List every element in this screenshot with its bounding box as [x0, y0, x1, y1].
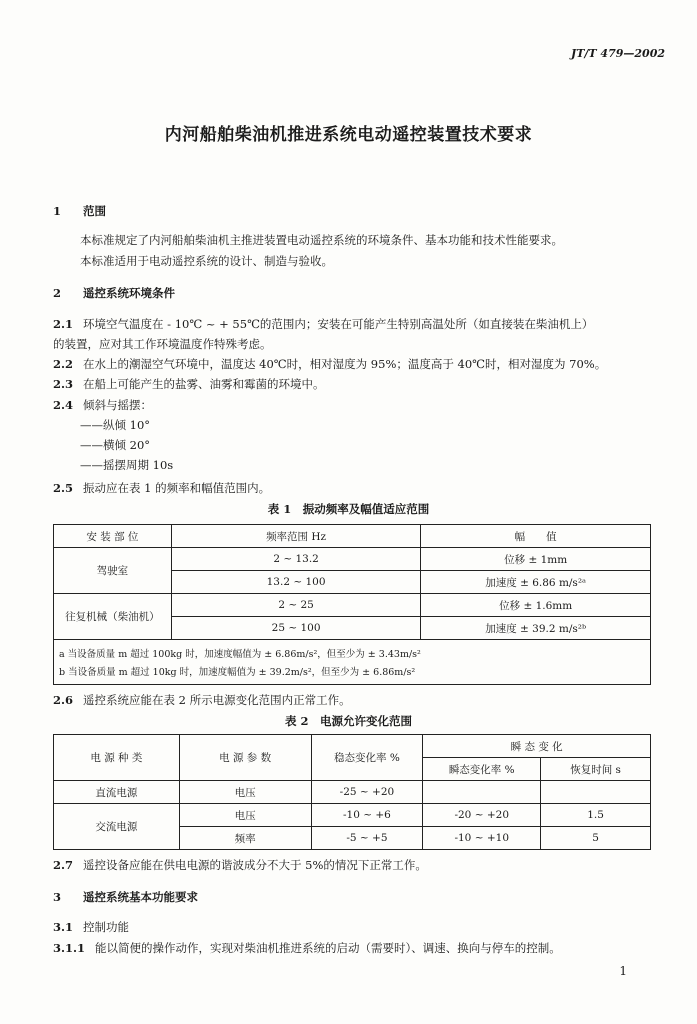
column-header: 电 源 参 数: [179, 735, 311, 781]
paragraph: 本标准规定了内河船舶柴油机主推进装置电动遥控系统的环境条件、基本功能和技术性能要求。: [80, 233, 563, 247]
clause-number: 3.1.1: [53, 941, 86, 955]
table-note-row: [54, 640, 651, 663]
clause-text: 控制功能: [83, 920, 129, 934]
clause-2-2: [53, 356, 606, 372]
clause-number: 2.5: [53, 481, 74, 495]
table-cell: 加速度 ± 6.86 m/s²ᵃ: [421, 571, 651, 594]
table-cell: [541, 781, 651, 804]
clause-text: 环境空气温度在 - 10℃ ~ + 55℃的范围内；安装在可能产生特别高温处所（如直接装在柴油机上）: [83, 317, 594, 331]
standard-code: JT/T 479—2002: [571, 47, 665, 60]
clause-3-1-1: [53, 940, 561, 956]
table-cell: 1.5: [541, 804, 651, 827]
list-item: ——横倾 20°: [80, 438, 151, 452]
table-note-row: [54, 662, 651, 685]
clause-text: 振动应在表 1 的频率和幅值范围内。: [83, 481, 271, 495]
section-number: 1: [53, 204, 62, 218]
section-number: 3: [53, 890, 62, 904]
table-cell: 位移 ± 1.6mm: [421, 594, 651, 617]
clause-text: 倾斜与摇摆：: [83, 398, 152, 412]
table-row: [54, 548, 651, 571]
clause-number: 2.3: [53, 377, 74, 391]
table-header-row: [54, 735, 651, 758]
document-title: 内河船舶柴油机推进系统电动遥控装置技术要求: [164, 125, 533, 145]
table-row: [54, 804, 651, 827]
column-header: 幅 值: [421, 525, 651, 548]
clause-number: 2.7: [53, 858, 74, 872]
clause-text: 在船上可能产生的盐雾、油雾和霉菌的环境中。: [83, 377, 325, 391]
clause-text: 在水上的潮湿空气环境中，温度达 40℃时，相对湿度为 95%；温度高于 40℃时，相对湿度为 70%。: [83, 357, 607, 371]
table-cell: 直流电源: [54, 781, 180, 804]
paragraph: 的装置，应对其工作环境温度作特殊考虑。: [53, 337, 272, 351]
list-item: ——纵倾 10°: [80, 418, 151, 432]
table-cell: 位移 ± 1mm: [421, 548, 651, 571]
section-3-heading: [53, 889, 198, 905]
table-cell: -10 ~ +10: [423, 827, 541, 850]
clause-3-1: [53, 919, 129, 935]
column-header: 安 装 部 位: [54, 525, 172, 548]
clause-number: 2.4: [53, 398, 74, 412]
section-title: 遥控系统基本功能要求: [83, 890, 198, 904]
table-cell: 频率: [179, 827, 311, 850]
table-cell: 电压: [179, 781, 311, 804]
column-header: 电 源 种 类: [54, 735, 180, 781]
table-2-caption: 表 2 电源允许变化范围: [284, 714, 412, 728]
vibration-table: [53, 524, 651, 685]
column-header: 瞬态变化率 %: [423, 758, 541, 781]
paragraph: 本标准适用于电动遥控系统的设计、制造与验收。: [80, 254, 333, 268]
table-cell: 往复机械（柴油机）: [54, 594, 172, 640]
table-cell: 25 ~ 100: [171, 617, 421, 640]
section-number: 2: [53, 286, 62, 300]
clause-text: 遥控设备应能在供电电源的谐波成分不大于 5%的情况下正常工作。: [83, 858, 427, 872]
page-number: 1: [619, 964, 627, 978]
column-header: 稳态变化率 %: [311, 735, 423, 781]
table-note: a 当设备质量 m 超过 100kg 时，加速度幅值为 ± 6.86m/s²，但至少为 ± 3.43m/s²: [54, 640, 651, 663]
section-title: 遥控系统环境条件: [83, 286, 175, 300]
power-supply-table: [53, 734, 651, 850]
clause-text: 遥控系统应能在表 2 所示电源变化范围内正常工作。: [83, 693, 351, 707]
section-title: 范围: [83, 204, 106, 218]
table-header-row: [54, 525, 651, 548]
column-header: 瞬 态 变 化: [423, 735, 651, 758]
table-cell: -20 ~ +20: [423, 804, 541, 827]
clause-number: 3.1: [53, 920, 74, 934]
table-cell: 电压: [179, 804, 311, 827]
clause-2-1: [53, 316, 593, 332]
clause-number: 2.6: [53, 693, 74, 707]
table-row: [54, 781, 651, 804]
table-cell: 2 ~ 25: [171, 594, 421, 617]
table-cell: 驾驶室: [54, 548, 172, 594]
column-header: 频率范围 Hz: [171, 525, 421, 548]
table-cell: 2 ~ 13.2: [171, 548, 421, 571]
table-cell: [423, 781, 541, 804]
list-item: ——摇摆周期 10s: [80, 458, 174, 472]
clause-2-4: [53, 397, 152, 413]
clause-2-5: [53, 480, 270, 496]
table-note: b 当设备质量 m 超过 10kg 时，加速度幅值为 ± 39.2m/s²，但至少为 ± 6.86m/s²: [54, 662, 651, 685]
section-1-heading: [53, 203, 106, 219]
clause-2-3: [53, 376, 325, 392]
table-cell: 5: [541, 827, 651, 850]
clause-number: 2.2: [53, 357, 74, 371]
section-2-heading: [53, 285, 175, 301]
table-row: [54, 594, 651, 617]
column-header: 恢复时间 s: [541, 758, 651, 781]
table-cell: -10 ~ +6: [311, 804, 423, 827]
clause-text: 能以简便的操作动作，实现对柴油机推进系统的启动（需要时）、调速、换向与停车的控制。: [95, 941, 561, 955]
table-cell: 13.2 ~ 100: [171, 571, 421, 594]
clause-2-7: [53, 857, 427, 873]
table-1-caption: 表 1 振动频率及幅值适应范围: [267, 502, 430, 516]
table-cell: 交流电源: [54, 804, 180, 850]
table-cell: -25 ~ +20: [311, 781, 423, 804]
clause-number: 2.1: [53, 317, 74, 331]
clause-2-6: [53, 692, 351, 708]
table-cell: 加速度 ± 39.2 m/s²ᵇ: [421, 617, 651, 640]
table-cell: -5 ~ +5: [311, 827, 423, 850]
